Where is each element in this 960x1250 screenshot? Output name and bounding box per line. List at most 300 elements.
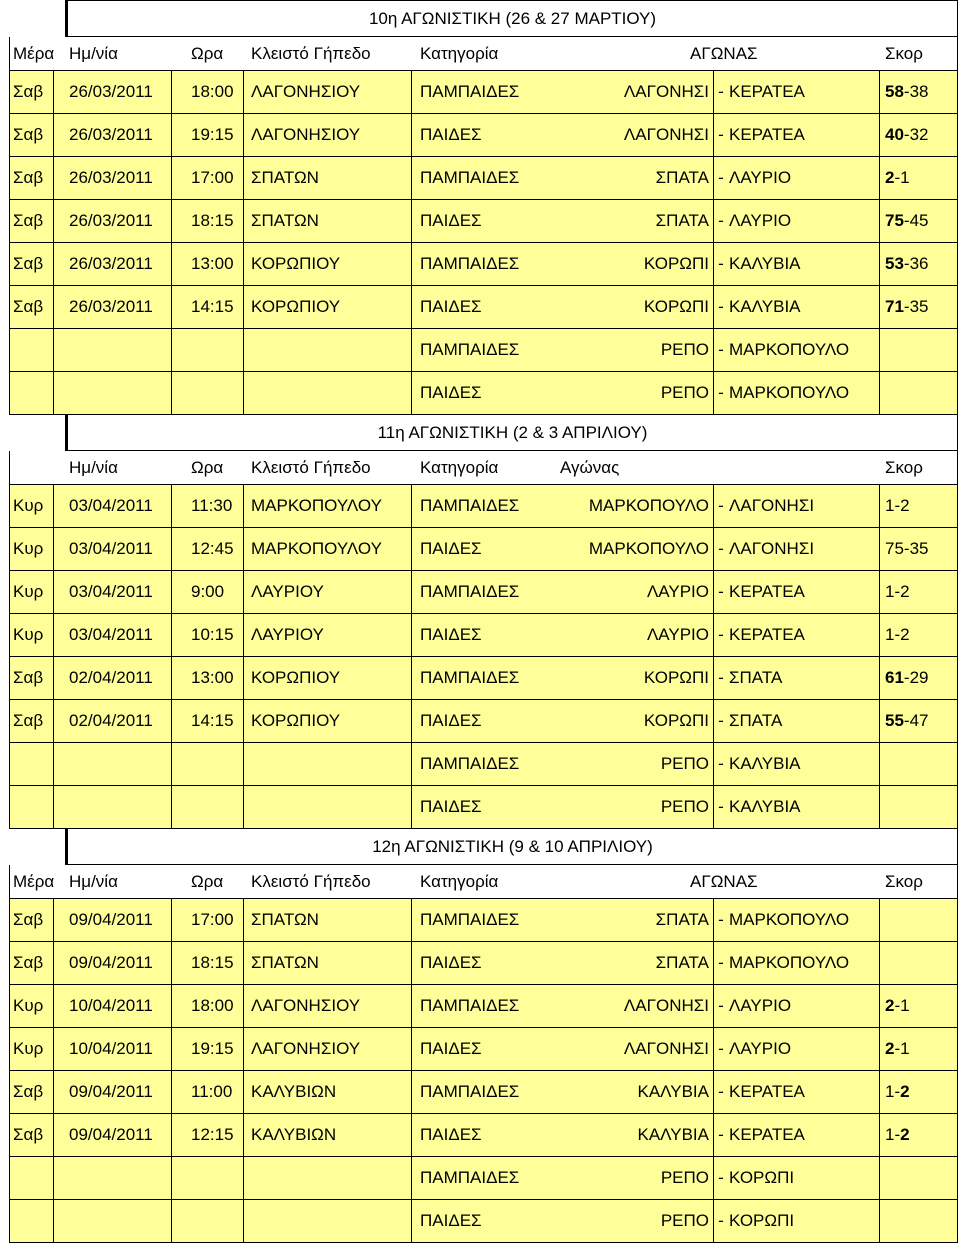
cell-date: 26/03/2011 xyxy=(69,168,153,187)
cell-score xyxy=(885,1114,949,1156)
cell-day xyxy=(13,1200,61,1242)
cell-away-team: ΚΑΛΥΒΙΑ xyxy=(729,797,801,816)
cell-match-dash: - xyxy=(718,953,724,972)
cell-match-dash: - xyxy=(718,910,724,929)
cell-match-dash: - xyxy=(718,211,724,230)
score-dash: - xyxy=(903,539,910,558)
cell-day: Κυρ xyxy=(13,582,44,601)
cell-home-team: ΣΠΑΤΑ xyxy=(655,168,709,187)
cell-score xyxy=(885,743,949,785)
cell-venue: ΚΑΛΥΒΙΩΝ xyxy=(251,1125,337,1144)
score-away: 2 xyxy=(900,1125,910,1144)
cell-venue: ΛΑΓΟΝΗΣΙΟΥ xyxy=(251,1039,361,1058)
score-dash: - xyxy=(903,711,910,730)
cell-score xyxy=(885,614,949,656)
cell-match-dash: - xyxy=(718,383,724,402)
table-row xyxy=(9,1200,958,1243)
header-day xyxy=(13,451,61,484)
cell-score xyxy=(885,700,949,742)
cell-match-dash: - xyxy=(718,1211,724,1230)
header-day: Μέρα xyxy=(13,43,55,63)
table-row xyxy=(9,1114,958,1157)
header-venue: Κλειστό Γήπεδο xyxy=(251,43,371,63)
cell-home-team: ΛΑΓΟΝΗΣΙ xyxy=(623,82,709,101)
cell-venue xyxy=(251,372,421,414)
header-venue: Κλειστό Γήπεδο xyxy=(251,457,371,477)
score-dash: - xyxy=(903,254,910,273)
cell-day xyxy=(13,743,61,785)
cell-venue xyxy=(251,1157,421,1199)
cell-home-team: ΛΑΥΡΙΟ xyxy=(646,625,709,644)
score-home: 71 xyxy=(885,297,904,316)
cell-venue: ΣΠΑΤΩΝ xyxy=(251,910,319,929)
header-time: Ωρα xyxy=(191,43,224,63)
table-row xyxy=(9,372,958,415)
cell-home-team: ΛΑΓΟΝΗΣΙ xyxy=(623,125,709,144)
cell-score xyxy=(885,71,949,113)
cell-score xyxy=(885,899,949,941)
cell-day: Κυρ xyxy=(13,996,44,1015)
cell-away-team: ΛΑΥΡΙΟ xyxy=(729,1039,792,1058)
cell-home-team: ΚΑΛΥΒΙΑ xyxy=(637,1082,709,1101)
cell-date xyxy=(69,786,181,828)
header-match: ΑΓΩΝΑΣ xyxy=(690,871,758,891)
cell-away-team: ΣΠΑΤΑ xyxy=(729,668,783,687)
cell-date xyxy=(69,1200,181,1242)
cell-score xyxy=(885,1200,949,1242)
cell-time: 11:00 xyxy=(191,1082,233,1101)
table-row xyxy=(9,743,958,786)
cell-match-dash: - xyxy=(718,1039,724,1058)
cell-home-team: ΡΕΠΟ xyxy=(660,797,709,816)
cell-score xyxy=(885,657,949,699)
cell-date: 26/03/2011 xyxy=(69,125,153,144)
cell-day: Κυρ xyxy=(13,496,44,515)
cell-time xyxy=(191,743,251,785)
round-title: 10η ΑΓΩΝΙΣΤΙΚΗ (26 & 27 ΜΑΡΤΙΟΥ) xyxy=(67,0,958,37)
cell-home-team: ΣΠΑΤΑ xyxy=(655,211,709,230)
score-away: 32 xyxy=(909,125,929,144)
cell-date xyxy=(69,743,181,785)
cell-score xyxy=(885,528,949,570)
cell-day: Σαβ xyxy=(13,711,44,730)
header-date: Ημ/νία xyxy=(69,871,118,891)
cell-time: 11:30 xyxy=(191,496,233,515)
cell-home-team: ΚΟΡΩΠΙ xyxy=(643,254,709,273)
cell-match-dash: - xyxy=(718,797,724,816)
header-score: Σκορ xyxy=(885,43,923,63)
cell-match-dash: - xyxy=(718,1168,724,1187)
table-row xyxy=(9,329,958,372)
cell-category: ΠΑΙΔΕΣ xyxy=(420,1211,482,1230)
cell-venue: ΛΑΓΟΝΗΣΙΟΥ xyxy=(251,125,361,144)
cell-category: ΠΑΙΔΕΣ xyxy=(420,797,482,816)
cell-away-team: ΚΕΡΑΤΕΑ xyxy=(729,1082,805,1101)
cell-time xyxy=(191,786,251,828)
cell-category: ΠΑΜΠΑΙΔΕΣ xyxy=(420,496,520,515)
cell-time: 17:00 xyxy=(191,168,234,187)
cell-day: Σαβ xyxy=(13,254,44,273)
header-score: Σκορ xyxy=(885,871,923,891)
score-away: 2 xyxy=(900,1082,910,1101)
score-home: 2 xyxy=(885,168,895,187)
score-home: 58 xyxy=(885,82,904,101)
cell-date: 02/04/2011 xyxy=(69,668,153,687)
cell-score xyxy=(885,286,949,328)
cell-date: 09/04/2011 xyxy=(69,1082,153,1101)
score-home: 2 xyxy=(885,996,895,1015)
table-header-row xyxy=(9,865,958,899)
score-away: 35 xyxy=(909,297,929,316)
score-away: 2 xyxy=(900,582,910,601)
cell-home-team: ΣΠΑΤΑ xyxy=(655,953,709,972)
cell-away-team: ΣΠΑΤΑ xyxy=(729,711,783,730)
cell-time xyxy=(191,372,251,414)
cell-home-team: ΜΑΡΚΟΠΟΥΛΟ xyxy=(588,496,709,515)
cell-time xyxy=(191,1157,251,1199)
cell-time: 17:00 xyxy=(191,910,234,929)
cell-venue: ΣΠΑΤΩΝ xyxy=(251,953,319,972)
cell-match-dash: - xyxy=(718,754,724,773)
cell-day: Σαβ xyxy=(13,953,44,972)
score-home: 53 xyxy=(885,254,904,273)
cell-venue: ΚΟΡΩΠΙΟΥ xyxy=(251,668,341,687)
cell-match-dash: - xyxy=(718,82,724,101)
cell-category: ΠΑΜΠΑΙΔΕΣ xyxy=(420,254,520,273)
score-away: 45 xyxy=(909,211,929,230)
cell-day: Σαβ xyxy=(13,910,44,929)
cell-category: ΠΑΙΔΕΣ xyxy=(420,125,482,144)
table-row xyxy=(9,1071,958,1114)
cell-category: ΠΑΙΔΕΣ xyxy=(420,383,482,402)
cell-date: 26/03/2011 xyxy=(69,211,153,230)
cell-venue xyxy=(251,1200,421,1242)
cell-category: ΠΑΙΔΕΣ xyxy=(420,539,482,558)
cell-date: 09/04/2011 xyxy=(69,910,153,929)
cell-match-dash: - xyxy=(718,125,724,144)
cell-home-team: ΡΕΠΟ xyxy=(660,754,709,773)
cell-venue: ΚΟΡΩΠΙΟΥ xyxy=(251,254,341,273)
cell-category: ΠΑΜΠΑΙΔΕΣ xyxy=(420,1082,520,1101)
header-match: ΑΓΩΝΑΣ xyxy=(690,43,758,63)
cell-day: Σαβ xyxy=(13,668,44,687)
cell-venue: ΚΟΡΩΠΙΟΥ xyxy=(251,711,341,730)
cell-score xyxy=(885,372,949,414)
score-away: 1 xyxy=(900,168,910,187)
cell-home-team: ΜΑΡΚΟΠΟΥΛΟ xyxy=(588,539,709,558)
table-row xyxy=(9,657,958,700)
cell-category: ΠΑΜΠΑΙΔΕΣ xyxy=(420,754,520,773)
cell-away-team: ΛΑΥΡΙΟ xyxy=(729,211,792,230)
cell-day xyxy=(13,329,61,371)
cell-date: 26/03/2011 xyxy=(69,297,153,316)
cell-date: 26/03/2011 xyxy=(69,254,153,273)
score-away: 35 xyxy=(909,539,929,558)
table-header-row xyxy=(9,451,958,485)
cell-match-dash: - xyxy=(718,1082,724,1101)
cell-score xyxy=(885,485,949,527)
cell-day xyxy=(13,1157,61,1199)
cell-score xyxy=(885,243,949,285)
score-home: 1 xyxy=(885,1125,895,1144)
score-dash: - xyxy=(894,582,901,601)
cell-away-team: ΚΟΡΩΠΙ xyxy=(729,1211,795,1230)
cell-category: ΠΑΜΠΑΙΔΕΣ xyxy=(420,1168,520,1187)
cell-away-team: ΜΑΡΚΟΠΟΥΛΟ xyxy=(729,340,850,359)
table-row xyxy=(9,985,958,1028)
header-category: Κατηγορία xyxy=(420,871,499,891)
cell-away-team: ΛΑΥΡΙΟ xyxy=(729,168,792,187)
score-home: 1 xyxy=(885,625,895,644)
cell-home-team: ΚΟΡΩΠΙ xyxy=(643,668,709,687)
cell-venue: ΛΑΓΟΝΗΣΙΟΥ xyxy=(251,82,361,101)
cell-category: ΠΑΙΔΕΣ xyxy=(420,1039,482,1058)
cell-away-team: ΚΕΡΑΤΕΑ xyxy=(729,125,805,144)
cell-date: 03/04/2011 xyxy=(69,496,153,515)
cell-time: 14:15 xyxy=(191,711,234,730)
score-home: 1 xyxy=(885,496,895,515)
cell-away-team: ΚΑΛΥΒΙΑ xyxy=(729,297,801,316)
score-dash: - xyxy=(903,82,910,101)
table-row xyxy=(9,571,958,614)
header-date: Ημ/νία xyxy=(69,43,118,63)
cell-away-team: ΜΑΡΚΟΠΟΥΛΟ xyxy=(729,953,850,972)
cell-home-team: ΡΕΠΟ xyxy=(660,1211,709,1230)
cell-score xyxy=(885,571,949,613)
table-row xyxy=(9,200,958,243)
cell-match-dash: - xyxy=(718,625,724,644)
table-row xyxy=(9,114,958,157)
score-dash: - xyxy=(894,168,901,187)
cell-venue: ΚΟΡΩΠΙΟΥ xyxy=(251,297,341,316)
cell-away-team: ΛΑΓΟΝΗΣΙ xyxy=(729,496,815,515)
table-row xyxy=(9,528,958,571)
cell-score xyxy=(885,1028,949,1070)
score-away: 2 xyxy=(900,496,910,515)
cell-day: Σαβ xyxy=(13,82,44,101)
cell-date: 03/04/2011 xyxy=(69,539,153,558)
cell-category: ΠΑΜΠΑΙΔΕΣ xyxy=(420,582,520,601)
cell-home-team: ΡΕΠΟ xyxy=(660,340,709,359)
score-home: 1 xyxy=(885,582,895,601)
cell-day xyxy=(13,372,61,414)
table-row xyxy=(9,700,958,743)
table-row xyxy=(9,1028,958,1071)
cell-date: 02/04/2011 xyxy=(69,711,153,730)
score-home: 61 xyxy=(885,668,904,687)
table-row xyxy=(9,942,958,985)
cell-score xyxy=(885,942,949,984)
cell-away-team: ΚΟΡΩΠΙ xyxy=(729,1168,795,1187)
cell-category: ΠΑΙΔΕΣ xyxy=(420,1125,482,1144)
cell-date: 26/03/2011 xyxy=(69,82,153,101)
cell-category: ΠΑΜΠΑΙΔΕΣ xyxy=(420,340,520,359)
score-away: 1 xyxy=(900,996,910,1015)
header-venue: Κλειστό Γήπεδο xyxy=(251,871,371,891)
score-dash: - xyxy=(894,1039,901,1058)
score-dash: - xyxy=(894,496,901,515)
cell-venue: ΛΑΓΟΝΗΣΙΟΥ xyxy=(251,996,361,1015)
score-dash: - xyxy=(894,1125,901,1144)
table-row xyxy=(9,614,958,657)
cell-date xyxy=(69,329,181,371)
cell-match-dash: - xyxy=(718,996,724,1015)
cell-venue: ΣΠΑΤΩΝ xyxy=(251,211,319,230)
cell-away-team: ΛΑΓΟΝΗΣΙ xyxy=(729,539,815,558)
cell-time: 19:15 xyxy=(191,1039,234,1058)
cell-time: 10:15 xyxy=(191,625,234,644)
cell-score xyxy=(885,200,949,242)
cell-venue xyxy=(251,329,421,371)
cell-home-team: ΚΟΡΩΠΙ xyxy=(643,297,709,316)
cell-time: 19:15 xyxy=(191,125,234,144)
cell-venue xyxy=(251,786,421,828)
cell-home-team: ΡΕΠΟ xyxy=(660,383,709,402)
score-home: 1 xyxy=(885,1082,895,1101)
cell-time: 13:00 xyxy=(191,668,234,687)
cell-match-dash: - xyxy=(718,297,724,316)
cell-day: Σαβ xyxy=(13,1125,44,1144)
cell-venue: ΚΑΛΥΒΙΩΝ xyxy=(251,1082,337,1101)
cell-time: 18:15 xyxy=(191,953,234,972)
header-score: Σκορ xyxy=(885,457,923,477)
cell-time: 18:00 xyxy=(191,996,234,1015)
cell-day: Σαβ xyxy=(13,297,44,316)
round-title: 12η ΑΓΩΝΙΣΤΙΚΗ (9 & 10 ΑΠΡΙΛΙΟΥ) xyxy=(67,828,958,865)
score-dash: - xyxy=(903,211,910,230)
cell-category: ΠΑΙΔΕΣ xyxy=(420,297,482,316)
cell-time: 13:00 xyxy=(191,254,234,273)
header-date: Ημ/νία xyxy=(69,457,118,477)
cell-match-dash: - xyxy=(718,254,724,273)
cell-category: ΠΑΜΠΑΙΔΕΣ xyxy=(420,168,520,187)
cell-match-dash: - xyxy=(718,340,724,359)
table-row xyxy=(9,485,958,528)
score-dash: - xyxy=(894,625,901,644)
score-dash: - xyxy=(903,125,910,144)
cell-match-dash: - xyxy=(718,168,724,187)
cell-score xyxy=(885,1071,949,1113)
cell-match-dash: - xyxy=(718,582,724,601)
cell-category: ΠΑΙΔΕΣ xyxy=(420,625,482,644)
cell-day: Σαβ xyxy=(13,211,44,230)
score-away: 38 xyxy=(909,82,929,101)
score-away: 47 xyxy=(909,711,929,730)
table-row xyxy=(9,71,958,114)
score-dash: - xyxy=(894,996,901,1015)
cell-category: ΠΑΜΠΑΙΔΕΣ xyxy=(420,910,520,929)
header-category: Κατηγορία xyxy=(420,457,499,477)
cell-venue xyxy=(251,743,421,785)
cell-match-dash: - xyxy=(718,711,724,730)
cell-away-team: ΚΕΡΑΤΕΑ xyxy=(729,1125,805,1144)
cell-home-team: ΡΕΠΟ xyxy=(660,1168,709,1187)
score-home: 55 xyxy=(885,711,904,730)
cell-day: Σαβ xyxy=(13,1082,44,1101)
cell-home-team: ΛΑΥΡΙΟ xyxy=(646,582,709,601)
cell-category: ΠΑΙΔΕΣ xyxy=(420,211,482,230)
table-row xyxy=(9,286,958,329)
cell-time: 14:15 xyxy=(191,297,234,316)
cell-home-team: ΛΑΓΟΝΗΣΙ xyxy=(623,996,709,1015)
cell-date: 10/04/2011 xyxy=(69,996,153,1015)
table-row xyxy=(9,157,958,200)
cell-venue: ΣΠΑΤΩΝ xyxy=(251,168,319,187)
cell-date: 10/04/2011 xyxy=(69,1039,153,1058)
cell-score xyxy=(885,1157,949,1199)
score-home: 75 xyxy=(885,211,904,230)
cell-away-team: ΚΕΡΑΤΕΑ xyxy=(729,82,805,101)
header-category: Κατηγορία xyxy=(420,43,499,63)
cell-time xyxy=(191,329,251,371)
cell-venue: ΜΑΡΚΟΠΟΥΛΟΥ xyxy=(251,496,382,515)
header-time: Ωρα xyxy=(191,457,224,477)
cell-venue: ΛΑΥΡΙΟΥ xyxy=(251,582,324,601)
cell-away-team: ΚΕΡΑΤΕΑ xyxy=(729,625,805,644)
table-header-row xyxy=(9,37,958,71)
cell-date: 09/04/2011 xyxy=(69,1125,153,1144)
cell-away-team: ΛΑΥΡΙΟ xyxy=(729,996,792,1015)
cell-away-team: ΜΑΡΚΟΠΟΥΛΟ xyxy=(729,383,850,402)
score-away: 36 xyxy=(909,254,929,273)
cell-home-team: ΚΟΡΩΠΙ xyxy=(643,711,709,730)
cell-category: ΠΑΙΔΕΣ xyxy=(420,711,482,730)
cell-day: Σαβ xyxy=(13,168,44,187)
score-away: 2 xyxy=(900,625,910,644)
cell-away-team: ΚΕΡΑΤΕΑ xyxy=(729,582,805,601)
cell-venue: ΛΑΥΡΙΟΥ xyxy=(251,625,324,644)
header-day: Μέρα xyxy=(13,871,55,891)
score-home: 40 xyxy=(885,125,904,144)
score-dash: - xyxy=(903,297,910,316)
cell-score xyxy=(885,329,949,371)
cell-date: 03/04/2011 xyxy=(69,625,153,644)
cell-score xyxy=(885,114,949,156)
header-match: Αγώνας xyxy=(560,457,620,477)
table-row xyxy=(9,786,958,829)
score-away: 29 xyxy=(909,668,929,687)
cell-category: ΠΑΜΠΑΙΔΕΣ xyxy=(420,668,520,687)
cell-time: 9:00 xyxy=(191,582,225,601)
score-home: 75 xyxy=(885,539,904,558)
cell-match-dash: - xyxy=(718,1125,724,1144)
cell-category: ΠΑΙΔΕΣ xyxy=(420,953,482,972)
header-time: Ωρα xyxy=(191,871,224,891)
cell-time: 12:45 xyxy=(191,539,234,558)
cell-day: Σαβ xyxy=(13,125,44,144)
cell-date xyxy=(69,1157,181,1199)
cell-home-team: ΣΠΑΤΑ xyxy=(655,910,709,929)
score-dash: - xyxy=(894,1082,901,1101)
cell-home-team: ΚΑΛΥΒΙΑ xyxy=(637,1125,709,1144)
cell-day: Κυρ xyxy=(13,539,44,558)
cell-score xyxy=(885,985,949,1027)
cell-time xyxy=(191,1200,251,1242)
cell-date: 09/04/2011 xyxy=(69,953,153,972)
cell-day: Κυρ xyxy=(13,1039,44,1058)
cell-category: ΠΑΜΠΑΙΔΕΣ xyxy=(420,82,520,101)
cell-match-dash: - xyxy=(718,668,724,687)
cell-away-team: ΚΑΛΥΒΙΑ xyxy=(729,254,801,273)
cell-time: 18:00 xyxy=(191,82,234,101)
table-row xyxy=(9,243,958,286)
cell-match-dash: - xyxy=(718,496,724,515)
cell-away-team: ΜΑΡΚΟΠΟΥΛΟ xyxy=(729,910,850,929)
cell-home-team: ΛΑΓΟΝΗΣΙ xyxy=(623,1039,709,1058)
cell-category: ΠΑΜΠΑΙΔΕΣ xyxy=(420,996,520,1015)
cell-venue: ΜΑΡΚΟΠΟΥΛΟΥ xyxy=(251,539,382,558)
score-home: 2 xyxy=(885,1039,895,1058)
